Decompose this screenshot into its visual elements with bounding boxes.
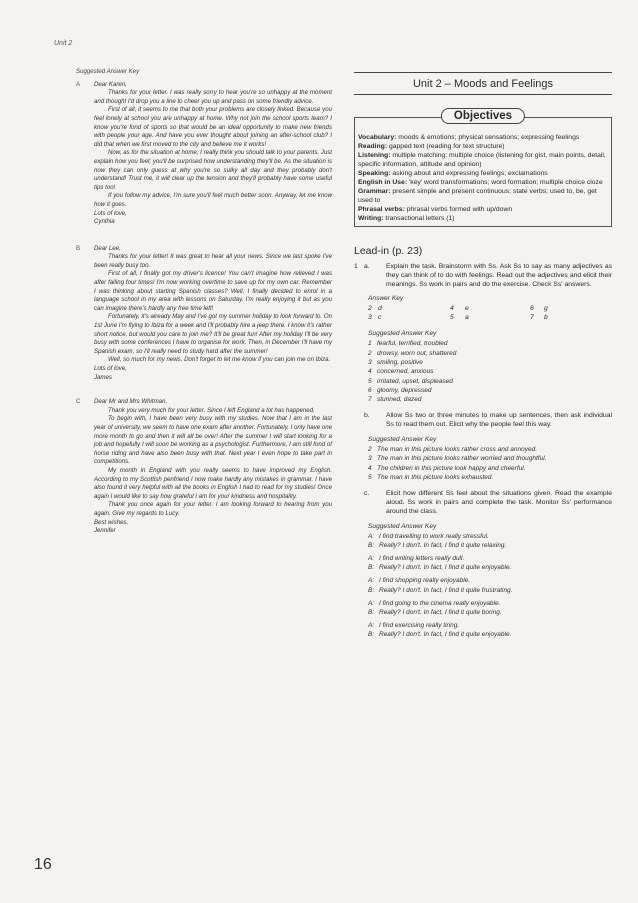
letter-line: First of all, I finally got my driver's licence! You can't imagine how relieved I was after failing four times! I'm now working overtime to save up for my own car. Remember I was thinking about starting Spanish classes? Well, I finally decided to enrol in a language school in my area with lessons on Saturday. I'm really enjoying it but as you can imagine there's hardly any free time left! [94, 270, 332, 312]
suggested-answer-key-title: Suggested Answer Key [76, 68, 140, 75]
objective-row: Phrasal verbs: phrasal verbs formed with up/down [358, 206, 513, 213]
objective-row: Reading: gapped text (reading for text structure) [358, 143, 505, 150]
objectives-section [354, 110, 612, 227]
letter-line: Dear Mr and Mrs Whitman, [94, 398, 168, 406]
dialogue-pair: A: I find exercising really tiring. B: Really? I don't. In fact, I find it quite enjoyable. [368, 622, 512, 639]
letter-line: James [94, 373, 112, 381]
unit-label: Unit 2 [54, 40, 73, 47]
list-item: 2 drowsy, worn out, shattered [368, 349, 457, 357]
letter-line: First of all, it seems to me that both your problems are closely linked. Because you feel lonely at school you are unhappy at home. Why not join the school sports team? I know you're fond of sports so that would be an ideal opportunity to make new friends with people your age. And have you ever thought about joining an after-school club? I did that when we first moved to the city and believe me it works! [94, 106, 332, 148]
letter-line: To begin with, I have been very busy with my studies. Now that I am in the last year of university, we seem to have one exam after another. Fortunately, I only have one more month to go and then it will all be over! After the summer I will start looking for a job and hopefully I will soon be working as a psychologist. Furthermore, I am still fond of horse riding and have also been busy with that. Next year I even hope to take part in competitions. [94, 415, 332, 466]
letter-b [54, 245, 332, 383]
objectives-title: Objectives [441, 108, 525, 124]
objective-row: Listening: multiple matching; multiple choice (listening for gist, main points, detail, specific information, attitude and opinion) [358, 152, 606, 168]
letter-line: Lots of love, [94, 365, 127, 372]
list-item: 4 The children in this picture look happy and cheerful. [368, 464, 526, 472]
letters-column [54, 68, 332, 536]
list-item: 1 fearful, terrified, troubled [368, 340, 448, 348]
dialogue-pair: A: I find going to the cinema really enjoyable. B: Really? I don't. In fact, I find it quite boring. [368, 599, 502, 617]
letter-a [54, 81, 332, 227]
letter-line: Dear Lee, [94, 244, 121, 252]
objective-row: Speaking: asking about and expressing feelings; exclamations [358, 170, 548, 177]
list-item: 6 gloomy, depressed [368, 386, 432, 394]
objective-row: Grammar: present simple and present continuous; state verbs; used to, be, get used to [358, 188, 597, 204]
dialogue-pair: A: I find shopping really enjoyable. B: Really? I don't. In fact, I find it quite frustrating. [368, 577, 513, 594]
letter-c [54, 398, 332, 536]
teacher-notes-column [354, 72, 612, 644]
letter-label: A [76, 80, 81, 88]
letter-line: Dear Karen, [94, 80, 127, 88]
suggested-answer-key-label: Suggested Answer Key [368, 522, 437, 530]
objective-row: Writing: transactional letters (1) [358, 215, 455, 222]
dialogue-list [368, 532, 612, 640]
answer-key-grid: 2 d 4 e 6 g 3 c 5 a 7 b [368, 305, 548, 322]
page-number: 16 [34, 856, 52, 873]
list-item: 2 The man in this picture looks rather cross and annoyed. [368, 446, 538, 454]
letter-line: If you follow my advice, I'm sure you'll feel much better soon. Anyway, let me know how it goes. [94, 192, 332, 208]
list-item: 5 irritated, upset, displeased [368, 377, 453, 385]
list-item: 3 The man in this picture looks rather worried and thoughtful. [368, 455, 547, 463]
letter-line: Thanks for your letter! It was great to hear all your news. Since we last spoke I've been really busy too. [94, 253, 332, 269]
letter-line: My month in England with you really seems to have improved my English. According to my Scottish penfriend I now make hardly any mistakes in grammar. I have also found it very helpful with all the books in English I had to read for my studies! Once again I would like to say how grateful I am for your kindness and hospitality. [94, 466, 332, 500]
list-item: 7 stunned, dazed [368, 396, 422, 404]
objectives-box [354, 117, 612, 227]
list-item: 5 The man in this picture looks exhausted. [368, 473, 494, 481]
dialogue-pair: A: I find travelling to work really stressful. B: Really? I don't. In fact, I find it quite relaxing. [368, 532, 507, 549]
letter-label: B [76, 244, 81, 252]
letter-line: Best wishes, [94, 518, 129, 526]
objective-row: Vocabulary: moods & emotions; physical sensations; expressing feelings [358, 134, 580, 141]
dialogue-pair: A: I find writing letters really dull. B: Really? I don't. In fact, I find it quite enjoyable. [368, 555, 512, 572]
objective-row: English in Use: 'key' word transformations; word formation; multiple choice cloze [358, 179, 603, 186]
letter-line: Jennifer [94, 527, 116, 535]
list-item: 3 smiling, positive [368, 358, 423, 366]
unit-title: Unit 2 – Moods and Feelings [354, 72, 612, 95]
adjective-list [368, 339, 612, 404]
letter-line: Thank you once again for your letter. I am looking forward to hearing from you again. Give my regards to Lucy. [94, 501, 332, 517]
letter-label: C [76, 398, 81, 406]
lead-in-title: Lead-in (p. 23) [354, 245, 423, 257]
letter-line: Fortunately, it's already May and I've got my summer holiday to look forward to. On 1st June I'm flying to Ibiza for a week and I'll probably hire a jeep there. I know it's rather short notice, but would you care to join me? It'll be great fun! After my holiday I'll be very busy with some conferences I have to organise for work. Then, in December I'll have my Spanish exam, so I'll really need to study hard after the summer! [94, 313, 332, 355]
letter-line: Now, as for the situation at home, I really think you should talk to your parents. Just explain how you feel; you'll be surprised how understanding they'll be. As the situation is now they can only guess at why you're so sulky all day and they probably don't understand! Trust me, it will clear up the tension and they'll probably have some useful tips too! [94, 149, 332, 191]
letter-line: Lots of love, [94, 209, 127, 217]
task-1a: 1 a. Explain the task. Brainstorm with Ss. Ask Ss to say as many adjectives as they can think of to do with feelings. Read out the adjectives and elicit their meanings. Ss work in pairs and do the exercise. Check Ss' answers. [354, 263, 612, 288]
suggested-answer-key-label: Suggested Answer Key [368, 436, 437, 444]
list-item: 4 concerned, anxious [368, 368, 434, 376]
suggested-answer-key-label: Suggested Answer Key [368, 330, 437, 338]
task-1c: c. Elicit how different Ss feel about the situations given. Read the example aloud. Ss work in pairs and complete the task. Monitor Ss' performance around the class. [364, 490, 612, 515]
task-1b: b. Allow Ss two or three minutes to make up sentences, then ask individual Ss to read them out. Elicit why the people feel this way. [364, 412, 612, 429]
letter-line: Cynthia [94, 218, 115, 226]
letter-line: Thank you very much for your letter. Since I left England a lot has happened. [108, 406, 315, 414]
letter-line: Thanks for your letter. I was really sorry to hear you're so unhappy at the moment and thought I'd drop you a line to cheer you up and pass on some friendly advice. [94, 89, 332, 105]
answer-key-label: Answer Key [368, 295, 404, 303]
sentence-list [368, 445, 612, 482]
letter-line: Well, so much for my news. Don't forget to let me know if you can join me on Ibiza. [108, 356, 331, 364]
